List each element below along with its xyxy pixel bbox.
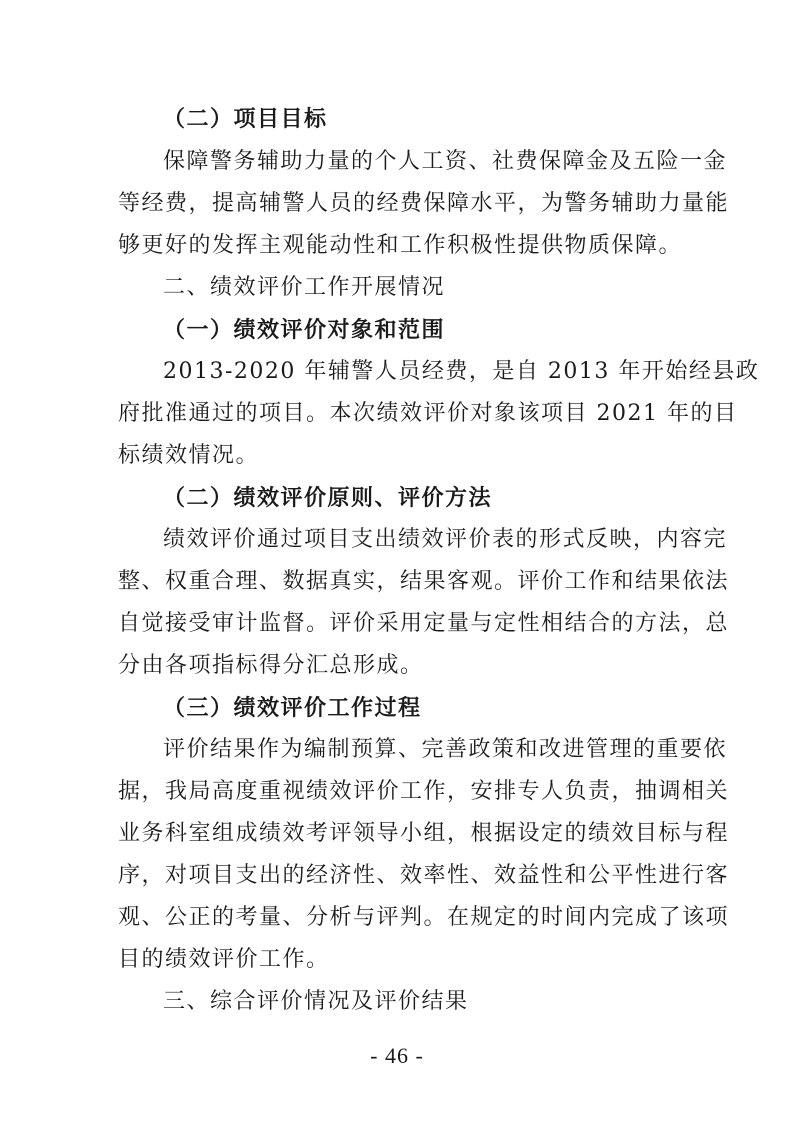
paragraph-line: 评价结果作为编制预算、完善政策和改进管理的重要依 (163, 737, 728, 762)
paragraph-line: 自觉接受审计监督。评价采用定量与定性相结合的方法，总 (118, 611, 730, 636)
paragraph-line: 够更好的发挥主观能动性和工作积极性提供物质保障。 (118, 233, 683, 258)
paragraph-line: 绩效评价通过项目支出绩效评价表的形式反映，内容完 (163, 527, 728, 552)
paragraph-line: 观、公正的考量、分析与评判。在规定的时间内完成了该项 (118, 905, 730, 930)
paragraph-line: 业务科室组成绩效考评领导小组，根据设定的绩效目标与程 (118, 821, 730, 846)
paragraph-line: 保障警务辅助力量的个人工资、社费保障金及五险一金 (163, 149, 728, 174)
paragraph-line: 据，我局高度重视绩效评价工作，安排专人负责，抽调相关 (118, 779, 730, 804)
paragraph-line: 整、权重合理、数据真实，结果客观。评价工作和结果依法 (118, 569, 730, 594)
subsection-heading-process: （三）绩效评价工作过程 (163, 695, 422, 721)
paragraph-line: 分由各项指标得分汇总形成。 (118, 653, 424, 678)
subsection-heading-principles: （二）绩效评价原则、评价方法 (163, 485, 493, 511)
paragraph-line: 2013-2020 年辅警人员经费，是自 2013 年开始经县政 (163, 359, 760, 384)
section-heading-evaluation-work: 二、绩效评价工作开展情况 (163, 275, 446, 300)
paragraph-line: 标绩效情况。 (118, 443, 260, 468)
subsection-heading-scope: （一）绩效评价对象和范围 (163, 317, 446, 343)
paragraph-line: 府批准通过的项目。本次绩效评价对象该项目 2021 年的目 (118, 401, 738, 426)
subsection-heading-project-goal: （二）项目目标 (163, 106, 328, 132)
page-number: - 46 - (370, 1043, 424, 1068)
section-heading-comprehensive-evaluation: 三、综合评价情况及评价结果 (163, 989, 469, 1014)
paragraph-line: 目的绩效评价工作。 (118, 947, 330, 972)
paragraph-line: 等经费，提高辅警人员的经费保障水平，为警务辅助力量能 (118, 191, 730, 216)
paragraph-line: 序，对项目支出的经济性、效率性、效益性和公平性进行客 (118, 863, 730, 888)
